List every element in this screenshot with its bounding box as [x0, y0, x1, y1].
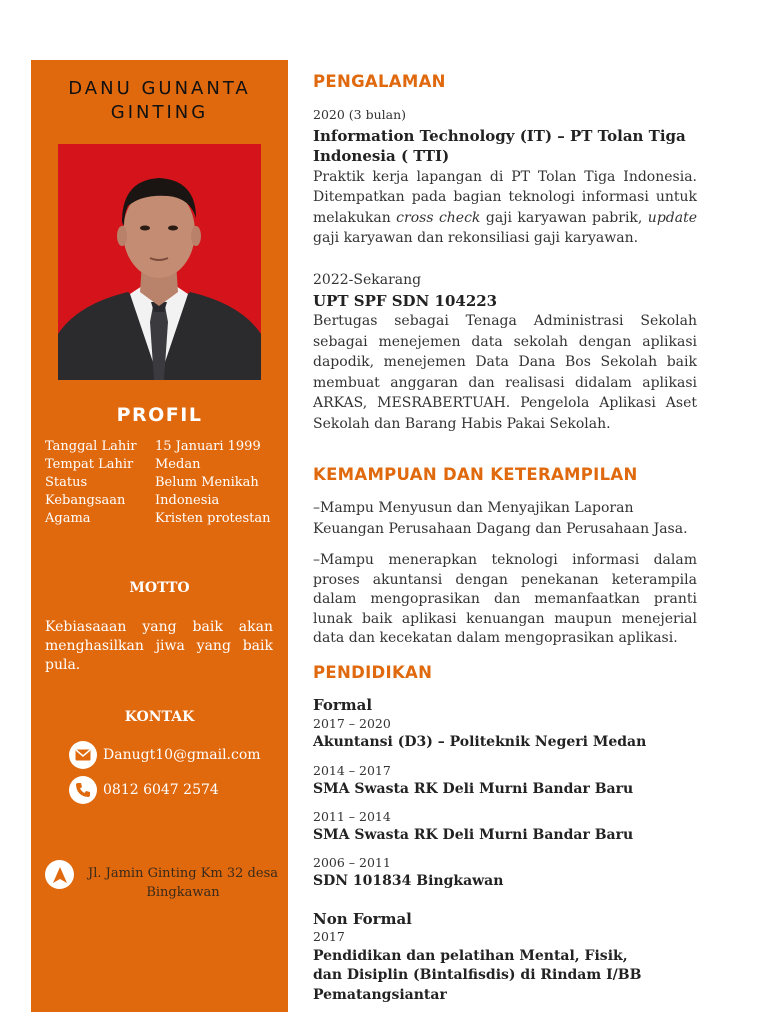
formal-label: Formal — [313, 696, 373, 714]
profile-value: Indonesia — [155, 493, 220, 508]
nonformal-label: Non Formal — [313, 909, 412, 928]
profile-key: Kebangsaan — [45, 493, 126, 508]
experience-desc-part: Praktik kerja lapangan di PT Tolan Tiga Indonesia. Ditempatkan pada bagian teknologi informasi untuk melakukan — [313, 168, 697, 226]
person-name — [31, 77, 288, 125]
experience-title: Information Technology (IT) – PT Tolan Tiga Indonesia ( TTI) — [313, 126, 686, 165]
education-school: SMA Swasta RK Deli Murni Bandar Baru — [313, 827, 634, 843]
phone-contact[interactable] — [69, 776, 219, 804]
pengalaman-heading: PENGALAMAN — [313, 72, 446, 91]
address-text: Jl. Jamin Ginting Km 32 desa Bingkawan — [88, 866, 278, 900]
profile-row — [45, 492, 285, 510]
profile-table — [45, 438, 285, 528]
education-period: 2017 — [313, 929, 345, 944]
profile-key: Agama — [45, 511, 91, 526]
skill-line: –Mampu Menyusun dan Menyajikan Laporan — [313, 500, 634, 516]
education-period: 2014 – 2017 — [313, 762, 391, 778]
portrait-illustration — [58, 144, 261, 380]
location-icon — [45, 860, 74, 889]
experience-desc-em: update — [647, 209, 697, 226]
profile-key: Tempat Lahir — [45, 457, 134, 472]
phone-text[interactable]: 0812 6047 2574 — [103, 782, 219, 798]
email-contact[interactable] — [69, 741, 261, 769]
experience-item — [313, 105, 697, 249]
education-school: Pendidikan dan pelatihan Mental, Fisik, dan Disiplin (Bintalfisdis) di Rindam I/BB Pematangsiantar — [313, 947, 642, 1003]
profile-row — [45, 456, 285, 474]
name-line-2: GINTING — [110, 102, 209, 123]
profile-key: Tanggal Lahir — [45, 439, 137, 454]
profile-row — [45, 510, 285, 528]
mail-icon — [69, 741, 97, 769]
profile-key: Status — [45, 475, 88, 490]
experience-desc-part: gaji karyawan dan rekonsiliasi gaji karyawan. — [313, 230, 639, 246]
kemampuan-heading: KEMAMPUAN DAN KETERAMPILAN — [313, 465, 638, 484]
education-period: 2006 – 2011 — [313, 854, 391, 870]
profile-row — [45, 474, 285, 492]
experience-item — [313, 270, 697, 434]
phone-icon — [69, 776, 97, 804]
skill-item: –Mampu menerapkan teknologi informasi dalam proses akuntansi dengan penekanan keterampila dalam mengoprasikan dan memanfaatkan pranti lunak baik aplikasi kenuangan maupun menejerial data dan kecekatan dalam mengoprasikan aplikasi. — [313, 552, 697, 646]
experience-description — [313, 167, 697, 249]
profile-photo — [58, 144, 261, 380]
pendidikan-heading: PENDIDIKAN — [313, 663, 433, 682]
profile-value: Medan — [155, 457, 201, 472]
profile-value: 15 Januari 1999 — [155, 439, 261, 454]
profile-row — [45, 438, 285, 456]
education-school: Akuntansi (D3) – Politeknik Negeri Medan — [313, 734, 647, 750]
experience-desc-em: cross check — [396, 209, 481, 226]
education-period: 2017 – 2020 — [313, 715, 391, 731]
education-school: SMA Swasta RK Deli Murni Bandar Baru — [313, 781, 634, 797]
motto-heading: MOTTO — [129, 580, 190, 596]
experience-description: Bertugas sebagai Tenaga Administrasi Sekolah sebagai menejemen data sekolah dengan aplikasi dapodik, menejemen Data Dana Bos Sekolah baik membuat anggaran dan realisasi didalam aplikasi ARKAS, MESRABERTUAH. Pengelola Aplikasi Aset Sekolah dan Barang Habis Pakai Sekolah. — [313, 313, 697, 432]
sidebar — [31, 60, 288, 1012]
experience-title: UPT SPF SDN 104223 — [313, 291, 498, 310]
name-line-1: DANU GUNANTA — [68, 78, 251, 99]
education-period: 2011 – 2014 — [313, 808, 391, 824]
email-text[interactable]: Danugt10@gmail.com — [103, 747, 261, 763]
experience-period: 2022-Sekarang — [313, 272, 422, 288]
kontak-heading: KONTAK — [124, 709, 195, 725]
experience-desc-part: gaji karyawan pabrik, — [480, 209, 648, 226]
profil-heading: PROFIL — [116, 404, 203, 426]
skill-item — [313, 498, 697, 539]
education-school: SDN 101834 Bingkawan — [313, 873, 504, 889]
profile-value: Belum Menikah — [155, 475, 259, 490]
motto-text: Kebiasaaan yang baik akan menghasilkan jiwa yang baik pula. — [45, 619, 273, 673]
education-list — [313, 696, 697, 1005]
skill-line: Keuangan Perusahaan Dagang dan Perusahaan Jasa. — [313, 520, 688, 537]
profile-value: Kristen protestan — [155, 511, 271, 526]
experience-period: 2020 (3 bulan) — [313, 107, 407, 122]
